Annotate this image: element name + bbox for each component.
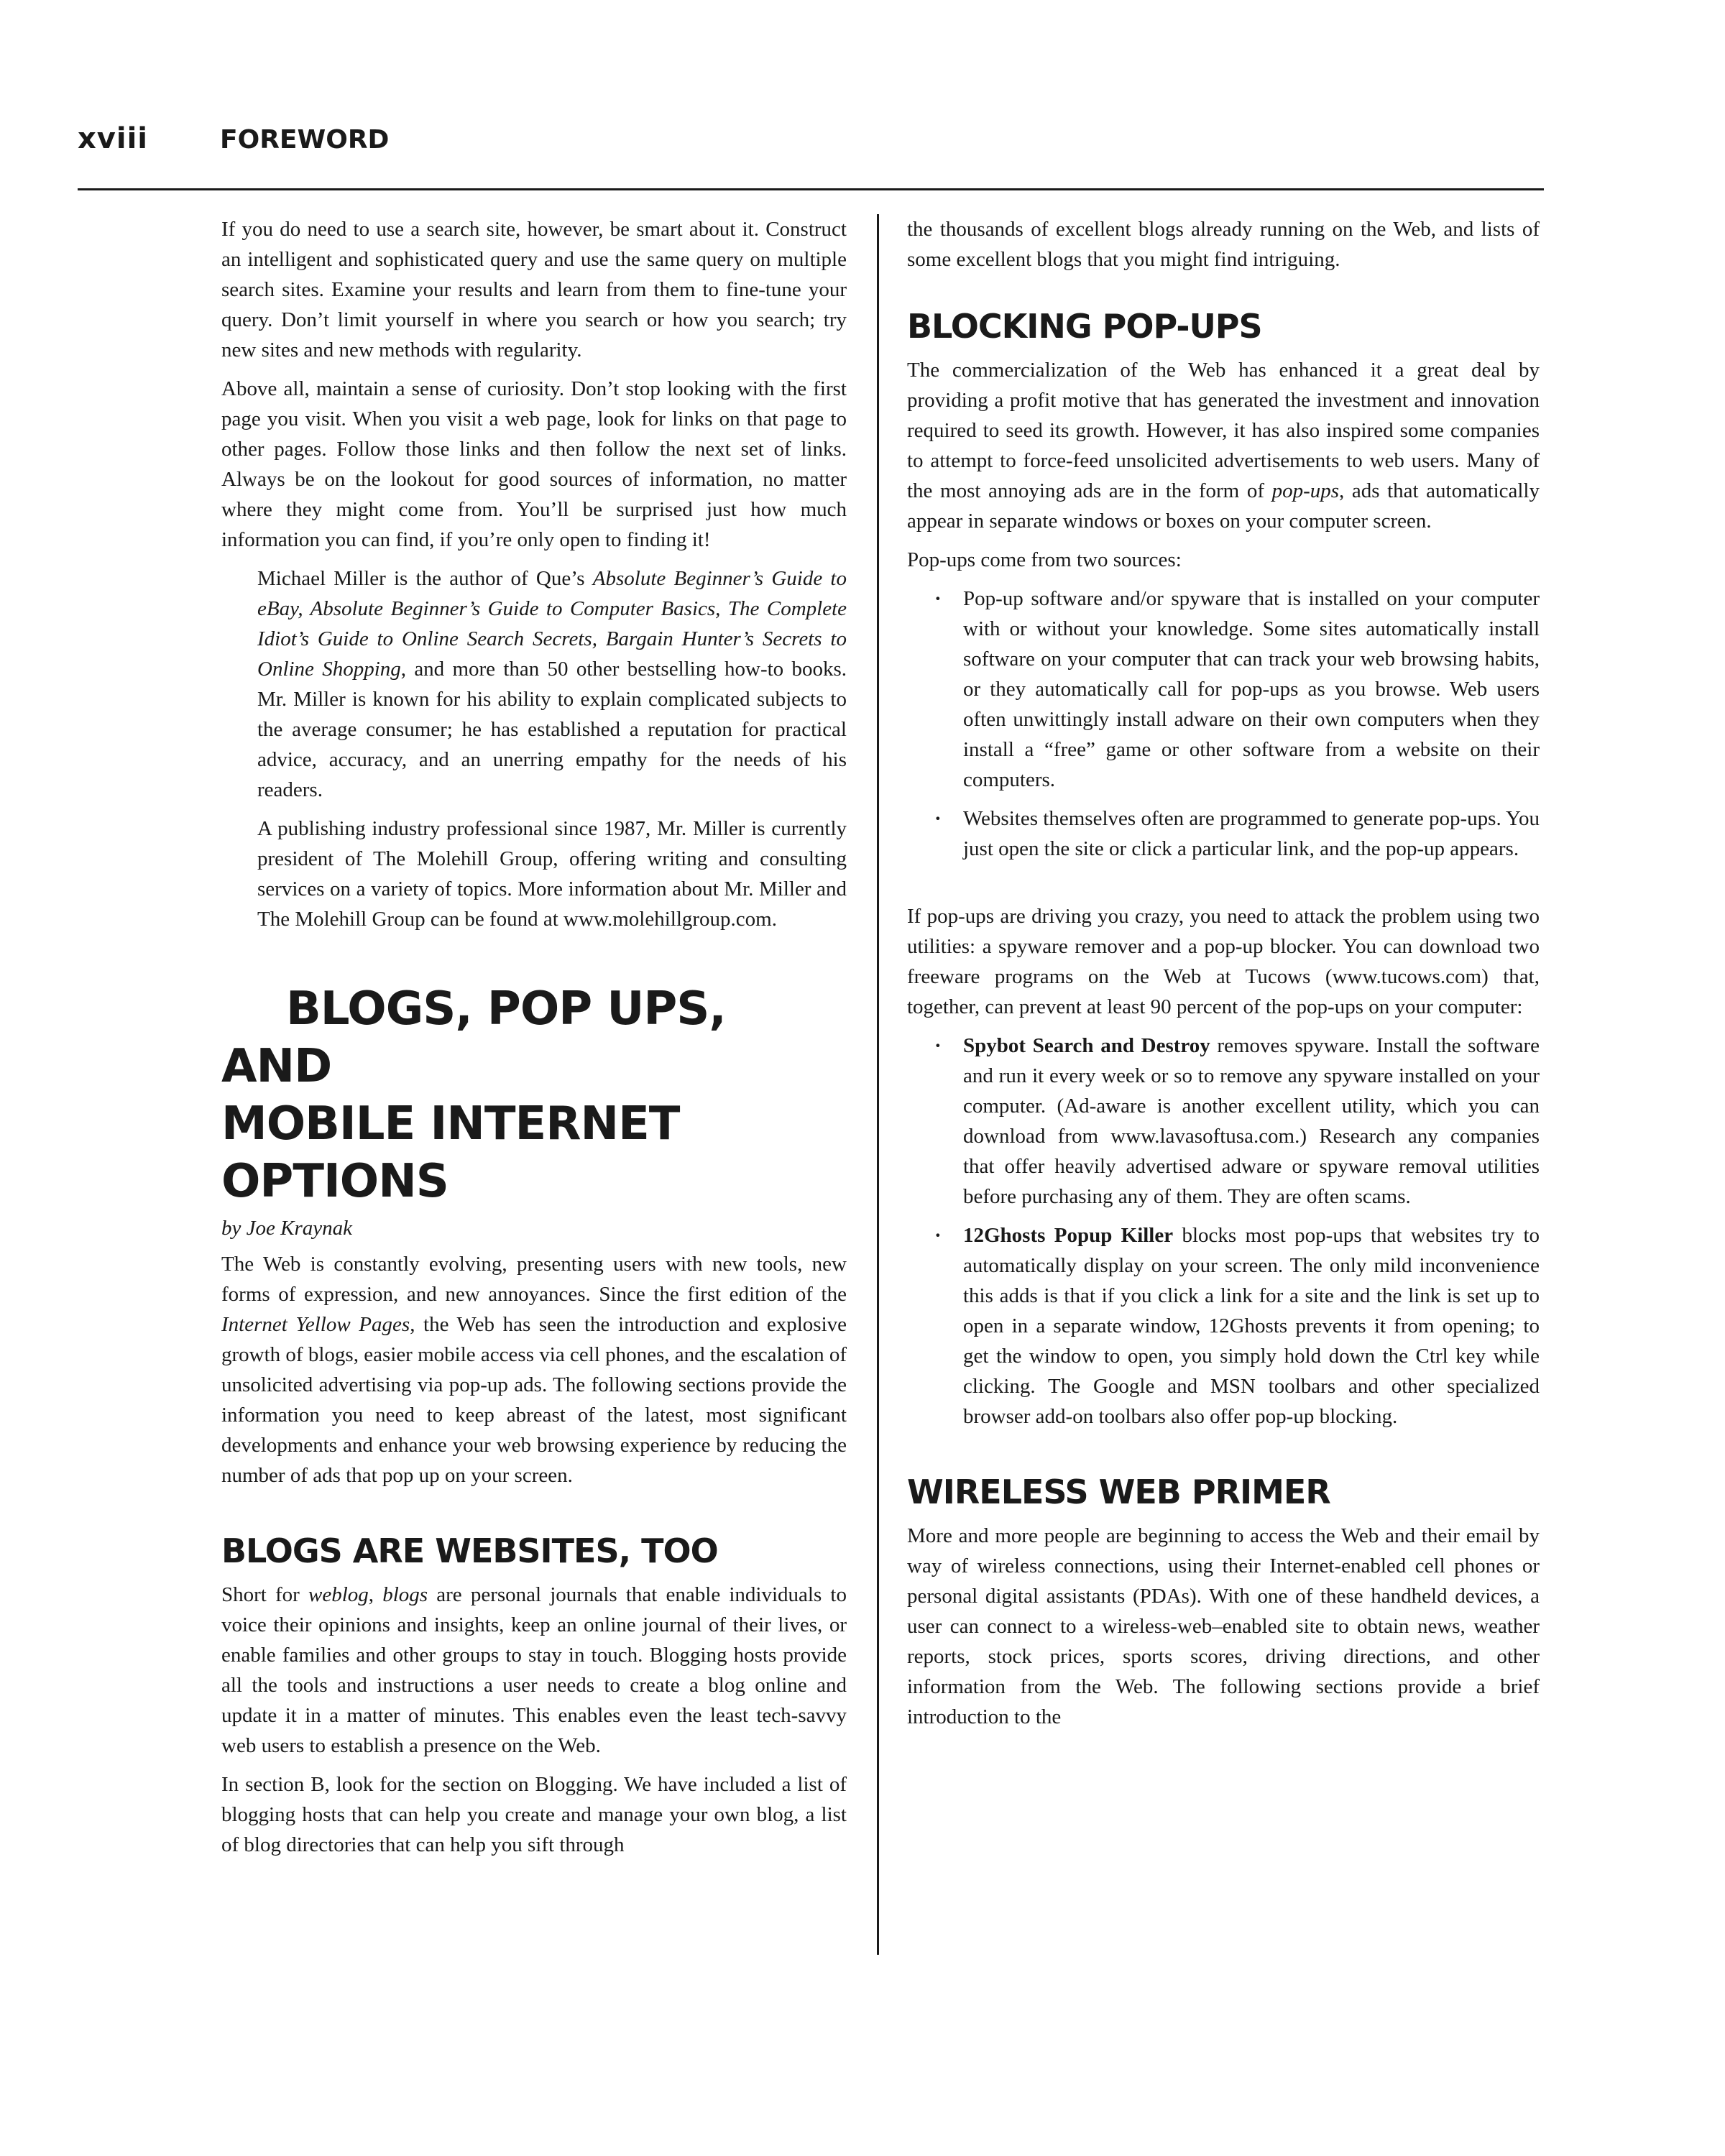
page-number: xviii: [78, 122, 149, 155]
list-item: · Websites themselves often are programmed to generate pop-ups. You just open the site or click a particular link, and the pop-up appears.: [963, 803, 1540, 864]
chapter-title: BLOGS, POP UPS, AND MOBILE INTERNET OPTIONS: [221, 982, 726, 1208]
popup-sources-list: [907, 584, 1540, 864]
left-column: [221, 214, 847, 1869]
paragraph-intro: The Web is constantly evolving, presenting users with new tools, new forms of expression, and new annoyances. Since the first edition of the Internet Yellow Pages, the Web has seen the introduction and explosive growth of blogs, easier mobile access via cell phones, and the escalation of unsolicited advertising via pop-up ads. The following sections provide the information you need to keep abreast of the latest, most significant developments and enhance your web browsing experience by reducing the number of ads that pop up on your screen.: [221, 1253, 847, 1487]
column-divider: [877, 214, 879, 1955]
page-header: [78, 122, 1544, 190]
paragraph-popups: The commercialization of the Web has enhanced it a great deal by providing a profit motive that has generated the investment and innovation required to seed its growth. However, it has also inspired some companies to attempt to force-feed unsolicited advertisements to web users. Many of the most annoying ads are in the form of pop-ups, ads that automatically appear in separate windows or boxes on your computer screen.: [907, 359, 1540, 533]
list-item: · Pop-up software and/or spyware that is installed on your computer with or without your knowledge. Some sites automatically install software on your computer that can track your web browsing habits, or they automatically call for pop-ups as you browse. Web users often unwittingly install adware on their own computers when they install a “free” game or other software from a website on their computers.: [963, 584, 1540, 795]
heading-wireless: WIRELESS WEB PRIMER: [907, 1473, 1330, 1511]
paragraph-utilities: If pop-ups are driving you crazy, you need to attack the problem using two utilities: a spyware remover and a pop-up blocker. You can download two freeware programs on the Web at Tucows (www.tucows.com) that, together, can prevent at least 90 percent of the pop-ups on your computer:: [907, 905, 1540, 1018]
author-bio-2: A publishing industry professional since 1987, Mr. Miller is currently president of The Molehill Group, offering writing and consulting services on a variety of topics. More information about Mr. Miller and The Molehill Group can be found at www.molehillgroup.com.: [257, 817, 847, 931]
paragraph-blogs: Short for weblog, blogs are personal journals that enable individuals to voice their opinions and insights, keep an online journal of their lives, or enable families and other groups to stay in touch. Blogging hosts provide all the tools and instructions a user needs to create a blog online and update it in a matter of minutes. This enables even the least tech-savvy web users to establish a presence on the Web.: [221, 1583, 847, 1757]
list-item: · Spybot Search and Destroy removes spyware. Install the software and run it every week or so to remove any spyware installed on your computer. (Ad-aware is another excellent utility, which you can download from www.lavasoftusa.com.) Research any companies that offer heavily advertised adware or spyware removal utilities before purchasing any of them. They are often scams.: [963, 1031, 1540, 1212]
paragraph-popup-sources: Pop-ups come from two sources:: [907, 548, 1182, 571]
paragraph-wireless: More and more people are beginning to access the Web and their email by way of wireless connections, using their Internet-enabled cell phones or personal digital assistants (PDAs). With one of these handheld devices, a user can connect to a wireless-web–enabled site to obtain news, weather reports, stock prices, sports scores, driving directions, and other information from the Web. The following sections provide a brief introduction to the: [907, 1524, 1540, 1728]
running-head: FOREWORD: [220, 125, 390, 155]
paragraph-search-smart: If you do need to use a search site, however, be smart about it. Construct an intelligent and sophisticated query and use the same query on multiple search sites. Examine your results and learn from them to fine-tune your query. Don’t limit yourself in where you search or how you search; try new sites and new methods with regularity.: [221, 218, 847, 361]
author-bio-1: Michael Miller is the author of Que’s Absolute Beginner’s Guide to eBay, Absolute Beginner’s Guide to Computer Basics, The Complete Idiot’s Guide to Online Search Secrets, Bargain Hunter’s Secrets to Online Shopping, and more than 50 other bestselling how-to books. Mr. Miller is known for his ability to explain complicated subjects to the average consumer; he has established a reputation for practical advice, accuracy, and an unerring empathy for the needs of his readers.: [257, 567, 847, 801]
right-column: [907, 214, 1540, 1741]
list-item: · 12Ghosts Popup Killer blocks most pop-ups that websites try to automatically display on your screen. The only mild inconvenience this adds is that if you click a link for a site and the link is set up to open in a separate window, 12Ghosts prevents it from opening; to get the window to open, you simply hold down the Ctrl key while clicking. The Google and MSN toolbars and other specialized browser add-on toolbars also offer pop-up blocking.: [963, 1220, 1540, 1432]
byline: by Joe Kraynak: [221, 1217, 352, 1240]
heading-popups: BLOCKING POP-UPS: [907, 307, 1262, 346]
paragraph-blogs-continued: the thousands of excellent blogs already running on the Web, and lists of some excellent blogs that you might find intriguing.: [907, 218, 1540, 271]
paragraph-blogs-section-b: In section B, look for the section on Blogging. We have included a list of blogging hosts that can help you create and manage your own blog, a list of blog directories that can help you sift through: [221, 1773, 847, 1856]
utilities-list: [907, 1031, 1540, 1432]
paragraph-curiosity: Above all, maintain a sense of curiosity. Don’t stop looking with the first page you visit. When you visit a web page, look for links on that page to other pages. Follow those links and then follow the next set of links. Always be on the lookout for good sources of information, no matter where they might come from. You’ll be surprised just how much information you can find, if you’re only open to finding it!: [221, 377, 847, 551]
heading-blogs: BLOGS ARE WEBSITES, TOO: [221, 1531, 718, 1570]
